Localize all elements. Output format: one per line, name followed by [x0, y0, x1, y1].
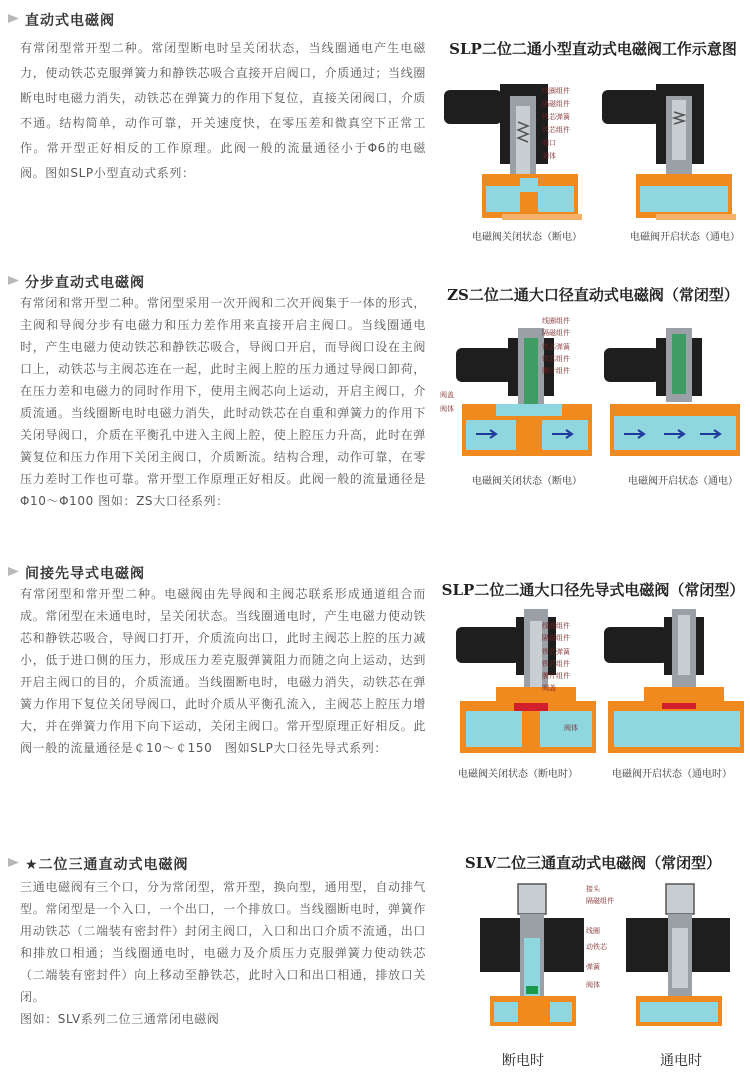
bullet-icon [8, 566, 19, 577]
part-label: 阀口 [542, 139, 556, 147]
part-label: 阀体 [542, 152, 556, 160]
bullet-icon [8, 13, 19, 24]
caption-open: 电磁阀开启状态（通电） [628, 476, 738, 487]
valve-diagram-open [604, 308, 750, 458]
part-label: 阀盖 [542, 684, 556, 692]
figure-zs-large [436, 272, 750, 497]
section-text [6, 10, 426, 186]
section-pilot-operated [0, 563, 750, 783]
bullet-icon [8, 275, 19, 286]
part-label: 铁芯弹簧 [542, 343, 570, 351]
section-direct-acting [0, 10, 750, 255]
figure-title: SLP二位二通小型直动式电磁阀工作示意图 [449, 40, 737, 58]
section-step-direct-acting [0, 272, 750, 508]
part-label: 线圈组件 [542, 87, 570, 95]
section-text [6, 272, 426, 512]
caption-on: 通电时 [660, 1053, 702, 1069]
caption-closed: 电磁阀关闭状态（断电） [472, 232, 582, 243]
section-title: 分步直动式电磁阀 [25, 275, 145, 291]
part-label: 接头 [586, 885, 600, 893]
valve-diagram-open [596, 82, 746, 222]
caption-open: 电磁阀开启状态（通电时） [612, 769, 732, 780]
part-label: 阀体 [564, 724, 578, 732]
figure-slp-small [436, 10, 750, 255]
section-heading [6, 272, 426, 292]
part-label: 隔磁组件 [542, 100, 570, 108]
valve-diagram-open [604, 607, 750, 757]
section-body: 有常闭型常开型二种。常闭型断电时呈关闭状态，当线圈通电产生电磁力，使动铁芯克服弹簧力和静铁芯吸合直接开启阀口，介质通过；当线圈断电时电磁力消失，动铁芯在弹簧力的作用下复位，直接关闭阀口，介质不通。结构简单，动作可靠，开关速度快，在零压差和微真空下正常工作。常开型正好相反的工作原理。此阀一般的流量通径小于Φ6的电磁阀。图如SLP小型直动式系列： [20, 41, 426, 180]
part-label: 阀体 [586, 981, 600, 989]
valve-diagram-on [620, 878, 740, 1028]
part-label: 动铁芯 [586, 943, 607, 951]
caption-off: 断电时 [502, 1053, 544, 1069]
figure-slp-pilot [436, 563, 750, 783]
figure-title: SLP二位二通大口径先导式电磁阀（常闭型） [441, 581, 745, 599]
part-label: 铁芯组件 [542, 126, 570, 134]
part-label: 铁芯组件 [542, 660, 570, 668]
section-heading [6, 563, 426, 583]
figure-title: SLV二位三通直动式电磁阀（常闭型） [464, 854, 722, 872]
caption-closed: 电磁阀关闭状态（断电时） [458, 769, 578, 780]
section-text [6, 854, 426, 1030]
part-label: 膜片组件 [542, 672, 570, 680]
section-three-way [0, 854, 750, 1076]
section-body: 三通电磁阀有三个口，分为常闭型，常开型，换向型，通用型，自动排气型。常闭型是一个入口，一个出口，一个排放口。当线圈断电时，弹簧作用动铁芯（二端装有密封件）封闭主阀口，入口和出口介质不流通，出口和排放口相通；当线圈通电时，电磁力及介质压力克服弹簧力使动铁芯（二端装有密封件）向上移动至静铁芯，此时入口和出口相通，排放口关闭。 [20, 880, 426, 1004]
part-label: 铁芯弹簧 [542, 648, 570, 656]
valve-diagram-closed [456, 308, 606, 458]
part-label: 膜片组件 [542, 367, 570, 375]
part-label: 隔磁组件 [542, 634, 570, 642]
part-label: 铁芯组件 [542, 355, 570, 363]
part-label: 阀体 [440, 405, 454, 413]
part-label: 隔磁组件 [586, 897, 614, 905]
section-title: ★二位三通直动式电磁阀 [25, 857, 189, 873]
caption-open: 电磁阀开启状态（通电） [630, 232, 740, 243]
caption-closed: 电磁阀关闭状态（断电） [472, 476, 582, 487]
valve-diagram-closed [456, 607, 606, 757]
part-label: 弹簧 [586, 963, 600, 971]
section-heading [6, 854, 426, 874]
part-label: 线圈组件 [542, 317, 570, 325]
figure-title: ZS二位二通大口径直动式电磁阀（常闭型） [447, 286, 739, 304]
part-label: 隔磁组件 [542, 329, 570, 337]
section-title: 间接先导式电磁阀 [25, 566, 145, 582]
section-body: 有常闭和常开型二种。常闭型采用一次开阀和二次开阀集于一体的形式，主阀和导阀分步有电磁力和压力差作用来直接开启主阀口。当线圈通电时，产生电磁力使动铁芯和静铁芯吸合，导阀口开启，而导阀口设在主阀口上，动铁芯与主阀芯连在一起，此时主阀上腔的压力通过导阀口卸荷，在压力差和电磁力的同时作用下，使用主阀芯向上运动，开启主阀口，介质流通。当线圈断电时电磁力消失，此时动铁芯在自重和弹簧力的作用下关闭导阀口，介质在平衡孔中进入主阀上腔，使上腔压力升高，此时在弹簧复位和压力作用下关闭主阀口，介质断流。结构合理，动作可靠，在零压力差时工作也可靠。常开型工作原理正好相反。此阀一般的流量通径是Φ10～Φ100 图如：ZS大口径系列： [20, 296, 426, 508]
part-label: 线圈 [586, 927, 600, 935]
bullet-icon [8, 857, 19, 868]
section-example: 图如：SLV系列二位三通常闭电磁阀 [20, 1012, 220, 1026]
figure-slv-three-way [436, 854, 750, 1076]
part-label: 线圈组件 [542, 622, 570, 630]
section-title: 直动式电磁阀 [25, 13, 115, 29]
section-heading [6, 10, 426, 30]
part-label: 阀盖 [440, 391, 454, 399]
section-body: 有常闭型和常开型二种。电磁阀由先导阀和主阀芯联系形成通道组合而成。常闭型在未通电时，呈关闭状态。当线圈通电时，产生电磁力使动铁芯和静铁芯吸合，导阀口打开，介质流向出口，此时主阀芯上腔的压力减小，低于进口侧的压力，形成压力差克服弹簧阻力而随之向上运动，达到开启主阀口的目的，介质流通。当线圈断电时，电磁力消失，动铁芯在弹簧力作用下复位关闭导阀口，此时介质从平衡孔流入，主阀芯上腔压力增大，并在弹簧力作用下向下运动，关闭主阀口。常开型原理正好相反。此阀一般的流量通径是￠10～￠150 图如SLP大口径先导式系列： [20, 587, 426, 755]
valve-diagram-off [480, 878, 590, 1028]
section-text [6, 563, 426, 759]
part-label: 铁芯弹簧 [542, 113, 570, 121]
